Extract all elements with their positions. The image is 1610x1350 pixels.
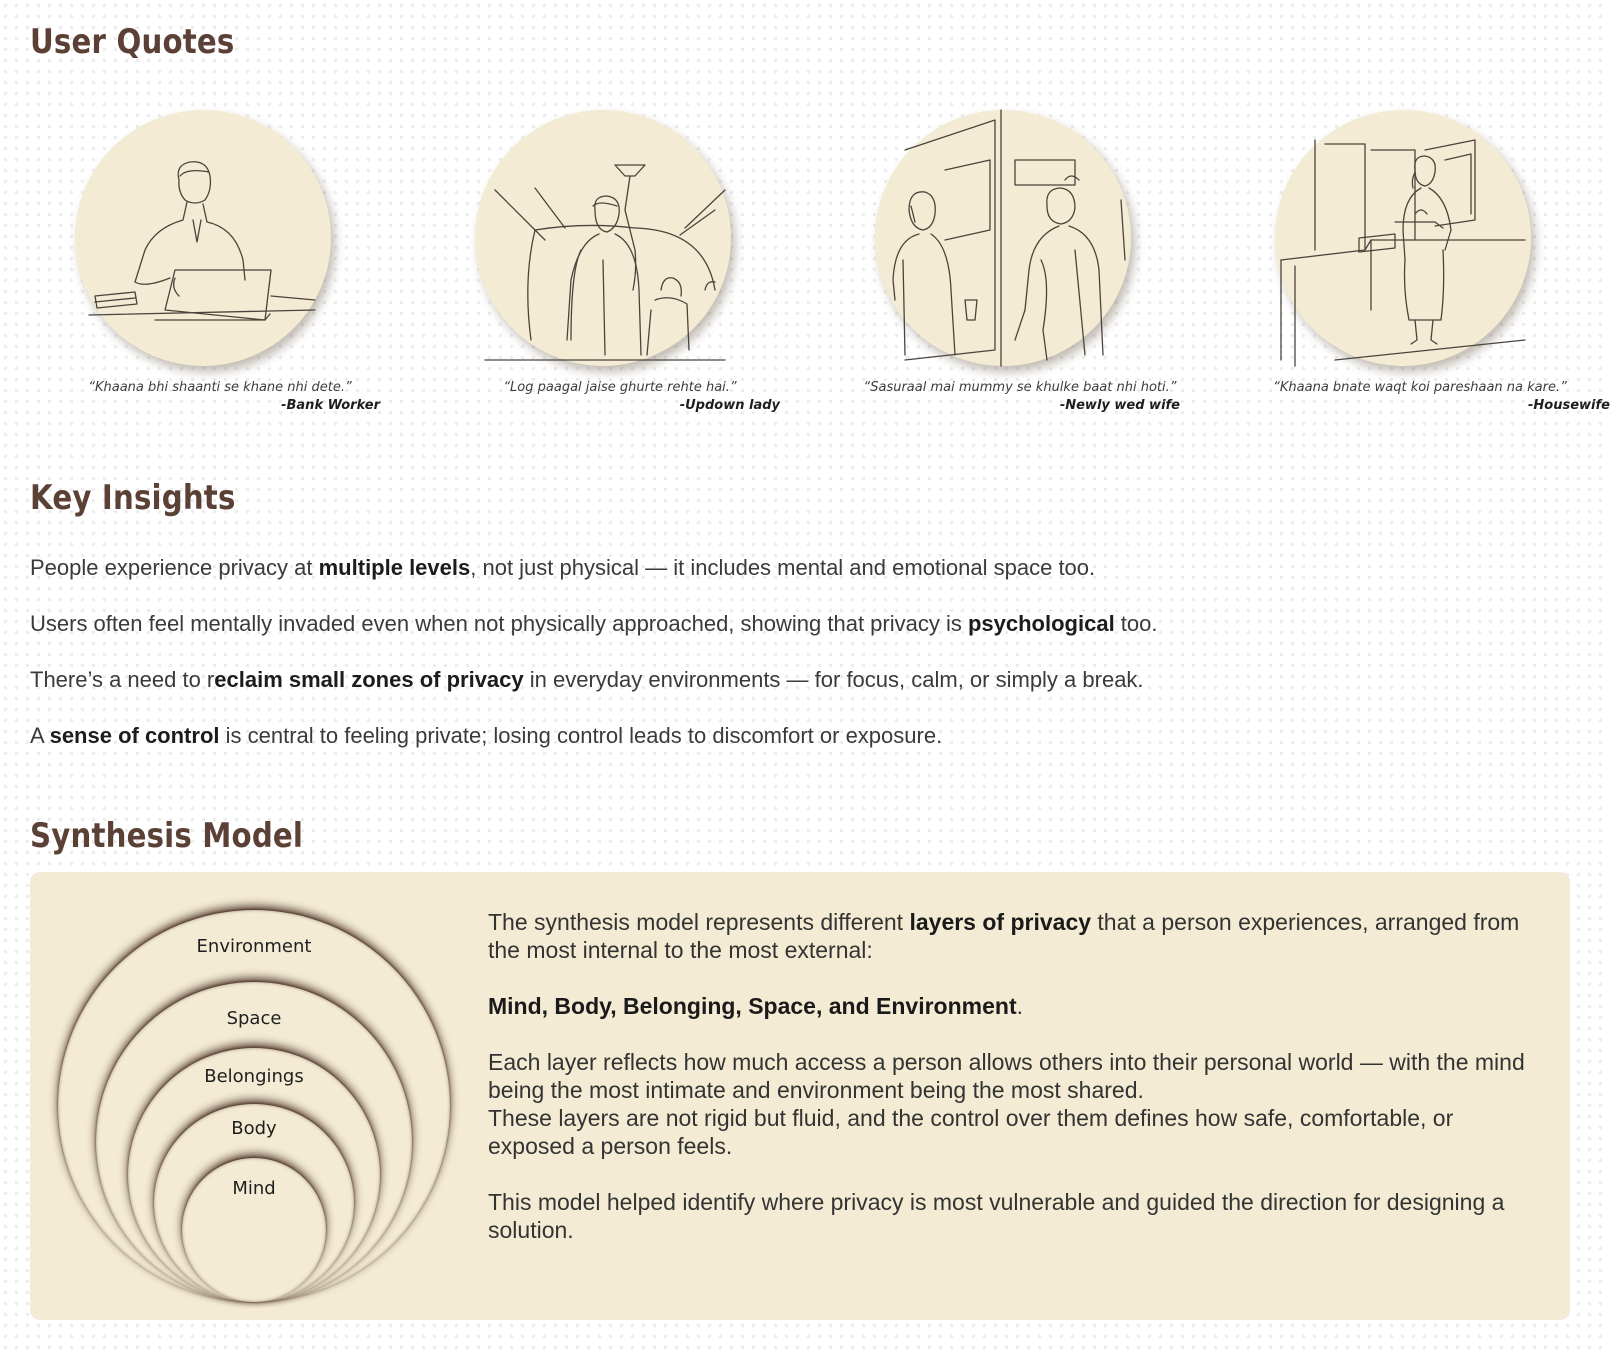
synthesis-model-heading: Synthesis Model — [30, 816, 304, 856]
insight-text: People experience privacy at — [30, 555, 319, 580]
layer-label: Space — [226, 1008, 282, 1029]
insight-item — [30, 555, 1095, 581]
synthesis-fluid-description: These layers are not rigid but fluid, and the control over them defines how safe, comfortable, or exposed a person feels. — [488, 1105, 1454, 1159]
man-at-laptop-illustration — [75, 110, 331, 366]
key-insights-heading: Key Insights — [30, 478, 236, 518]
synthesis-text: The synthesis model represents different — [488, 909, 910, 935]
insight-text: There’s a need to r — [30, 667, 215, 692]
synthesis-text: . — [1016, 993, 1023, 1019]
quote-text: “Khaana bnate waqt koi pareshaan na kare.” — [1273, 380, 1567, 395]
insight-emphasis: sense of control — [49, 723, 220, 748]
layer-mind — [182, 1158, 326, 1302]
quote-author: -Updown lady — [679, 398, 780, 413]
synthesis-conclusion: This model helped identify where privacy is most vulnerable and guided the direction for designing a solution. — [488, 1189, 1505, 1243]
synthesis-layers-list — [488, 992, 1528, 1020]
insight-item — [30, 611, 1158, 637]
quote-author: -Newly wed wife — [1059, 398, 1180, 413]
synthesis-emphasis: Mind, Body, Belonging, Space, and Environment — [488, 993, 1017, 1019]
quote-author: -Housewife — [1528, 398, 1610, 413]
woman-in-kitchen-illustration — [1275, 110, 1531, 366]
layer-label: Belongings — [204, 1066, 304, 1087]
quote-text: “Log paagal jaise ghurte rehte hai.” — [503, 380, 737, 395]
user-quotes-heading: User Quotes — [30, 22, 235, 62]
insight-text: is central to feeling private; losing control leads to discomfort or exposure. — [219, 723, 943, 748]
insight-text: Users often feel mentally invaded even when not physically approached, showing that privacy is — [30, 611, 968, 636]
insight-item — [30, 723, 942, 749]
insight-emphasis: eclaim small zones of privacy — [214, 667, 524, 692]
women-on-phone-illustration — [875, 110, 1131, 366]
insight-text: A — [30, 723, 50, 748]
layer-label: Body — [231, 1118, 277, 1139]
insight-text: in everyday environments — for focus, calm, or simply a break. — [523, 667, 1144, 692]
quote-text: “Sasuraal mai mummy se khulke baat nhi hoti.” — [863, 380, 1177, 395]
synthesis-panel — [30, 872, 1570, 1320]
synthesis-intro — [488, 908, 1528, 964]
synthesis-emphasis: layers of privacy — [909, 909, 1092, 935]
layer-label: Environment — [196, 936, 312, 957]
synthesis-text: that a person experiences, arranged from the most internal to the most external: — [488, 909, 1520, 963]
insight-text: , not just physical — it includes mental and emotional space too. — [470, 555, 1096, 580]
insight-item — [30, 667, 1144, 693]
layer-label: Mind — [232, 1178, 276, 1199]
insight-text: too. — [1114, 611, 1158, 636]
synthesis-access-description: Each layer reflects how much access a person allows others into their personal world — with the mind being the most intimate and environment being the most shared. — [488, 1049, 1525, 1103]
quote-text: “Khaana bhi shaanti se khane nhi dete.” — [88, 380, 352, 395]
quote-author: -Bank Worker — [281, 398, 380, 413]
crowded-train-illustration — [475, 110, 731, 366]
insight-emphasis: multiple levels — [318, 555, 471, 580]
insight-emphasis: psychological — [967, 611, 1115, 636]
